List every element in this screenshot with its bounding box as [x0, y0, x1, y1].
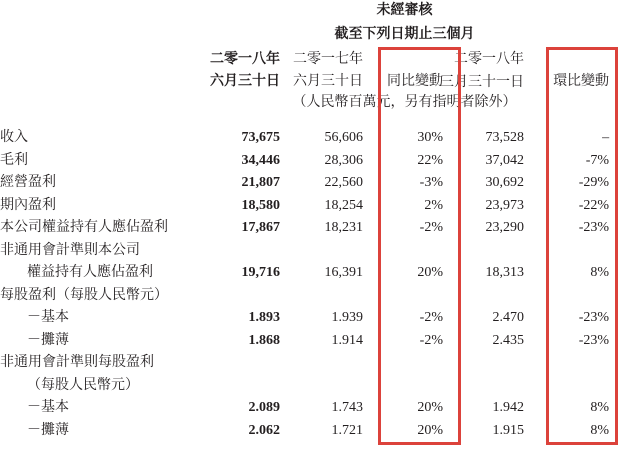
column-header-year-row — [0, 48, 622, 72]
table-row — [0, 420, 622, 443]
spacer-cell — [0, 72, 200, 93]
value-2017-06-30: 18,254 — [324, 197, 363, 213]
value-2017-06-30: 28,306 — [324, 152, 363, 168]
value-2018-06-30 — [200, 352, 280, 375]
spacer-cell — [609, 127, 622, 150]
qoq-change-value: -23% — [578, 310, 610, 326]
value-2018-03-31: 23,290 — [485, 220, 524, 236]
value-2018-06-30: 73,675 — [241, 130, 280, 146]
table-row — [0, 195, 622, 218]
spacer-row — [0, 114, 622, 127]
yoy-change-value — [363, 352, 443, 375]
value-2017-06-30: 56,606 — [324, 130, 363, 146]
spacer-cell — [609, 240, 622, 263]
table-row — [0, 375, 622, 398]
spacer-cell — [609, 420, 622, 443]
row-label: （每股人民幣元） — [27, 377, 139, 393]
qoq-change-value: -7% — [585, 152, 610, 168]
value-2018-06-30: 21,807 — [241, 175, 280, 191]
spacer-cell — [609, 0, 622, 22]
qoq-change-value: 8% — [590, 265, 610, 281]
value-2018-06-30: 34,446 — [241, 152, 280, 168]
spacer-cell — [524, 48, 609, 72]
value-2018-03-31 — [443, 240, 524, 263]
table-row — [0, 352, 622, 375]
value-2017-06-30: 1.743 — [331, 400, 363, 416]
col-header-2018-03-date: 三月三十一日 — [440, 74, 524, 90]
table-row — [0, 240, 622, 263]
yoy-change-value — [363, 375, 443, 398]
col-header-2018-06-year: 二零一八年 — [210, 51, 280, 67]
spacer-cell — [609, 285, 622, 308]
column-header-date-row — [0, 72, 622, 93]
col-header-qoq-change: 環比變動 — [553, 74, 610, 90]
row-label: 經營盈利 — [0, 175, 56, 191]
value-2017-06-30: 16,391 — [324, 265, 363, 281]
value-2017-06-30: 22,560 — [324, 175, 363, 191]
table-row — [0, 217, 622, 240]
value-2017-06-30: 1.939 — [331, 310, 363, 326]
row-label: －基本 — [27, 310, 69, 326]
table-body — [0, 127, 622, 442]
value-2018-03-31 — [443, 375, 524, 398]
spacer-cell — [609, 48, 622, 72]
spacer-cell — [609, 150, 622, 173]
yoy-change-value: 20% — [417, 422, 443, 438]
value-2018-06-30: 17,867 — [241, 220, 280, 236]
table-row — [0, 150, 622, 173]
qoq-change-value: -22% — [578, 197, 610, 213]
spacer-cell — [0, 93, 200, 114]
spacer-cell — [363, 48, 443, 72]
value-2018-06-30 — [200, 285, 280, 308]
row-label: 期內盈利 — [0, 197, 56, 213]
table-title-row-1 — [0, 0, 622, 22]
table-row — [0, 127, 622, 150]
qoq-change-value: -23% — [578, 332, 610, 348]
row-label: 毛利 — [0, 152, 28, 168]
spacer-cell — [609, 330, 622, 353]
value-2018-03-31: 30,692 — [485, 175, 524, 191]
unit-note: （人民幣百萬元，另有指明者除外） — [292, 95, 517, 111]
spacer-cell — [609, 93, 622, 114]
row-label: －基本 — [27, 400, 69, 416]
spacer-cell — [0, 22, 200, 48]
value-2018-06-30: 18,580 — [241, 197, 280, 213]
spacer-cell — [609, 352, 622, 375]
spacer-cell — [609, 217, 622, 240]
spacer-cell — [609, 307, 622, 330]
spacer-cell — [609, 262, 622, 285]
col-header-2018-06-date: 六月三十日 — [210, 74, 280, 90]
value-2018-03-31: 2.470 — [492, 310, 524, 326]
value-2018-03-31: 37,042 — [485, 152, 524, 168]
value-2018-06-30 — [200, 375, 280, 398]
value-2018-06-30: 2.062 — [248, 422, 280, 438]
yoy-change-value: 20% — [417, 265, 443, 281]
value-2017-06-30: 1.721 — [331, 422, 363, 438]
yoy-change-value: 30% — [417, 130, 443, 146]
value-2018-06-30: 1.893 — [248, 310, 280, 326]
qoq-change-value: 8% — [590, 400, 610, 416]
value-2018-06-30: 2.089 — [248, 400, 280, 416]
spacer-cell — [0, 0, 200, 22]
row-label: 非通用會計準則本公司 — [0, 242, 140, 258]
yoy-change-value: 2% — [424, 197, 443, 213]
qoq-change-value: -29% — [578, 175, 610, 191]
row-label: 本公司權益持有人應佔盈利 — [0, 220, 168, 236]
table-row — [0, 285, 622, 308]
yoy-change-value: -2% — [419, 310, 443, 326]
spacer-cell — [0, 48, 200, 72]
table-row — [0, 330, 622, 353]
spacer-cell — [609, 195, 622, 218]
yoy-change-value: -2% — [419, 332, 443, 348]
value-2018-06-30: 1.868 — [248, 332, 280, 348]
qoq-change-value: – — [602, 130, 610, 146]
spacer-cell — [0, 114, 622, 127]
row-label: 每股盈利（每股人民幣元） — [0, 287, 168, 303]
table-title-period: 截至下列日期止三個月 — [334, 26, 475, 42]
qoq-change-value — [524, 375, 609, 398]
qoq-change-value: 8% — [590, 422, 610, 438]
col-header-yoy-change: 同比變動 — [387, 74, 443, 90]
yoy-change-value: 20% — [417, 400, 443, 416]
table-row — [0, 307, 622, 330]
yoy-change-value: -2% — [419, 220, 443, 236]
value-2018-06-30 — [200, 240, 280, 263]
yoy-change-value: -3% — [419, 175, 443, 191]
yoy-change-value — [363, 240, 443, 263]
table-title-unaudited: 未經審核 — [376, 2, 433, 18]
value-2017-06-30 — [280, 240, 363, 263]
qoq-change-value — [524, 285, 609, 308]
value-2018-03-31 — [443, 352, 524, 375]
value-2018-03-31 — [443, 285, 524, 308]
value-2017-06-30: 18,231 — [324, 220, 363, 236]
value-2017-06-30 — [280, 285, 363, 308]
spacer-cell — [609, 22, 622, 48]
qoq-change-value: -23% — [578, 220, 610, 236]
qoq-change-value — [524, 240, 609, 263]
row-label: 權益持有人應佔盈利 — [27, 265, 153, 281]
row-label: 非通用會計準則每股盈利 — [0, 355, 154, 371]
col-header-2017-06-date: 六月三十日 — [293, 74, 363, 90]
table-row — [0, 172, 622, 195]
spacer-cell — [609, 397, 622, 420]
table-row — [0, 397, 622, 420]
spacer-cell — [609, 172, 622, 195]
table-row — [0, 262, 622, 285]
value-2018-03-31: 73,528 — [485, 130, 524, 146]
spacer-cell — [609, 72, 622, 93]
value-2018-03-31: 1.915 — [492, 422, 524, 438]
row-label: －攤薄 — [27, 332, 69, 348]
value-2018-03-31: 18,313 — [485, 265, 524, 281]
value-2018-06-30: 19,716 — [241, 265, 280, 281]
yoy-change-value: 22% — [417, 152, 443, 168]
qoq-change-value — [524, 352, 609, 375]
row-label: 收入 — [0, 130, 28, 146]
value-2018-03-31: 2.435 — [492, 332, 524, 348]
value-2018-03-31: 23,973 — [485, 197, 524, 213]
value-2018-03-31: 1.942 — [492, 400, 524, 416]
yoy-change-value — [363, 285, 443, 308]
spacer-cell — [609, 375, 622, 398]
row-label: －攤薄 — [27, 422, 69, 438]
unit-note-row — [0, 93, 622, 114]
value-2017-06-30 — [280, 375, 363, 398]
col-header-2018-03-year: 二零一八年 — [454, 51, 524, 67]
table-title-row-2 — [0, 22, 622, 48]
value-2017-06-30: 1.914 — [331, 332, 363, 348]
col-header-2017-06-year: 二零一七年 — [293, 51, 363, 67]
value-2017-06-30 — [280, 352, 363, 375]
